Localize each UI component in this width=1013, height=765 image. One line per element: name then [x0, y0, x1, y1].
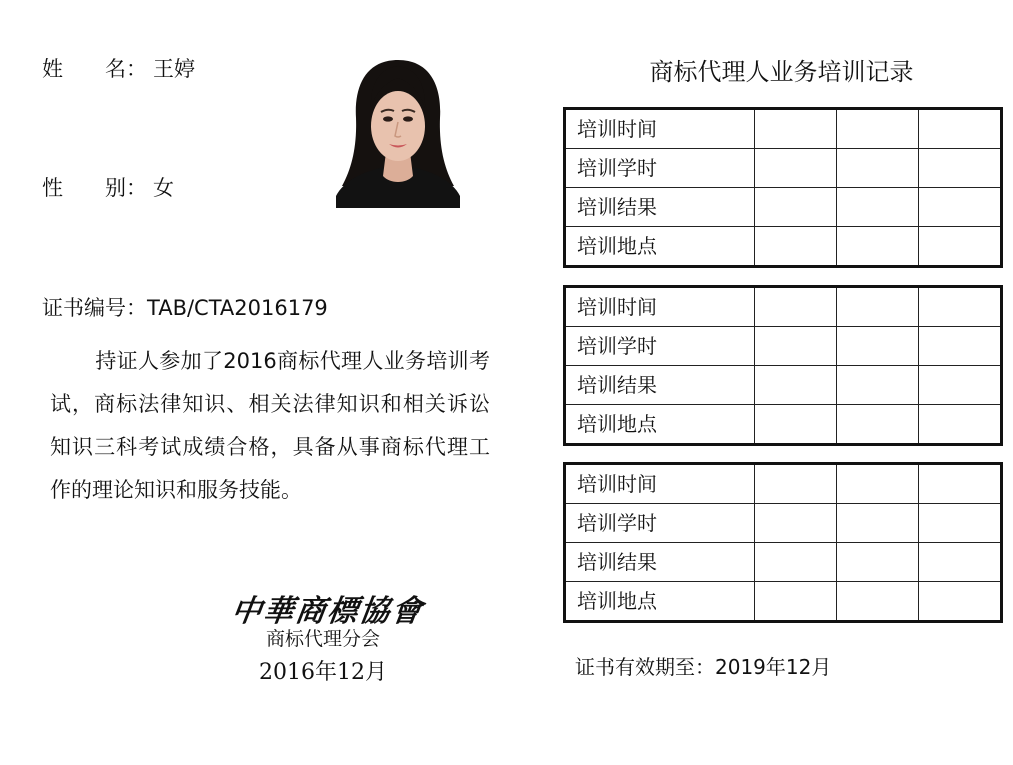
record-cell — [755, 227, 837, 267]
table-row — [565, 405, 1002, 445]
certificate-number-line — [42, 295, 328, 321]
gender-label-char-2: 别： — [105, 176, 147, 200]
certificate-number-value: TAB/CTA2016179 — [147, 296, 328, 320]
record-cell — [755, 327, 837, 366]
holder-photo — [336, 56, 460, 208]
portrait-image — [336, 56, 460, 208]
record-cell — [755, 188, 837, 227]
validity-value: 2019年12月 — [715, 655, 832, 679]
record-cell — [755, 149, 837, 188]
gender-label-char-1: 性 — [42, 176, 63, 200]
validity-label: 证书有效期至： — [575, 655, 715, 679]
record-cell — [755, 405, 837, 445]
record-cell — [837, 287, 919, 327]
validity-line — [575, 654, 831, 680]
issue-date: 2016年12月 — [259, 660, 387, 685]
record-cell — [837, 464, 919, 504]
name-line — [42, 56, 195, 82]
table-row — [565, 543, 1002, 582]
record-cell — [837, 405, 919, 445]
record-cell — [837, 327, 919, 366]
record-cell — [919, 504, 1002, 543]
gender-value: 女 — [153, 176, 174, 200]
record-cell — [755, 464, 837, 504]
certificate-description — [50, 340, 490, 512]
record-cell — [755, 504, 837, 543]
record-cell — [919, 287, 1002, 327]
row-label-hours: 培训学时 — [565, 504, 755, 543]
record-cell — [919, 149, 1002, 188]
record-cell — [837, 188, 919, 227]
table-row — [565, 464, 1002, 504]
training-record-title: 商标代理人业务培训记录 — [649, 58, 914, 86]
record-cell — [755, 582, 837, 622]
gender-line — [42, 175, 174, 201]
record-cell — [837, 366, 919, 405]
issuer-calligraphy-text: 中華商標協會 — [229, 594, 426, 629]
record-cell — [837, 109, 919, 149]
row-label-result: 培训结果 — [565, 366, 755, 405]
record-cell — [755, 109, 837, 149]
record-cell — [919, 582, 1002, 622]
table-row — [565, 287, 1002, 327]
record-cell — [837, 227, 919, 267]
table-row — [565, 227, 1002, 267]
table-row — [565, 366, 1002, 405]
record-cell — [919, 188, 1002, 227]
record-cell — [837, 543, 919, 582]
row-label-time: 培训时间 — [565, 109, 755, 149]
certificate-description-text: 持证人参加了2016商标代理人业务培训考试，商标法律知识、相关法律知识和相关诉讼知识三科考试成绩合格，具备从事商标代理工作的理论知识和服务技能。 — [50, 349, 490, 502]
record-cell — [755, 543, 837, 582]
row-label-time: 培训时间 — [565, 287, 755, 327]
row-label-location: 培训地点 — [565, 227, 755, 267]
training-record-table-3 — [563, 462, 1003, 623]
record-cell — [755, 366, 837, 405]
gender-label — [42, 175, 154, 201]
table-row — [565, 188, 1002, 227]
record-cell — [755, 287, 837, 327]
record-cell — [919, 109, 1002, 149]
certificate-number-label: 证书编号： — [42, 296, 147, 320]
record-cell — [919, 464, 1002, 504]
name-value: 王婷 — [153, 57, 195, 81]
name-label-char-1: 姓 — [42, 57, 63, 81]
table-row — [565, 504, 1002, 543]
row-label-result: 培训结果 — [565, 543, 755, 582]
name-label-char-2: 名： — [105, 57, 147, 81]
row-label-location: 培训地点 — [565, 582, 755, 622]
name-label — [42, 56, 154, 82]
row-label-location: 培训地点 — [565, 405, 755, 445]
record-cell — [919, 366, 1002, 405]
training-record-table-2 — [563, 285, 1003, 446]
row-label-result: 培训结果 — [565, 188, 755, 227]
table-row — [565, 109, 1002, 149]
training-record-table-1 — [563, 107, 1003, 268]
table-row — [565, 582, 1002, 622]
record-cell — [837, 504, 919, 543]
table-row — [565, 149, 1002, 188]
issuer-branch: 商标代理分会 — [265, 628, 380, 650]
record-cell — [837, 582, 919, 622]
row-label-hours: 培训学时 — [565, 327, 755, 366]
row-label-time: 培训时间 — [565, 464, 755, 504]
record-cell — [919, 227, 1002, 267]
record-cell — [919, 327, 1002, 366]
record-cell — [919, 405, 1002, 445]
record-cell — [837, 149, 919, 188]
row-label-hours: 培训学时 — [565, 149, 755, 188]
record-cell — [919, 543, 1002, 582]
table-row — [565, 327, 1002, 366]
